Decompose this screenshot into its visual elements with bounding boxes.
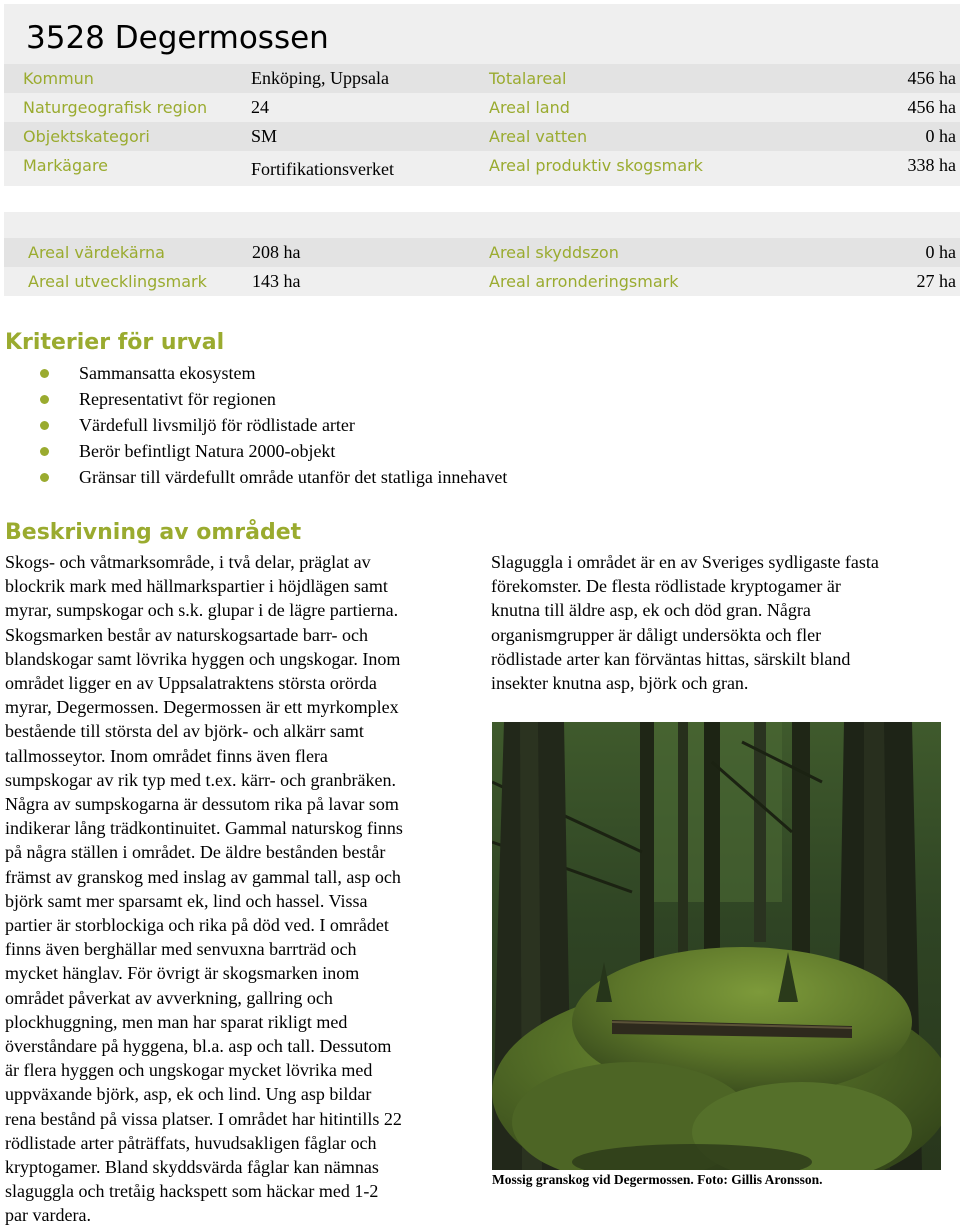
criteria-item <box>0 360 507 386</box>
criteria-text: Representativt för regionen <box>79 389 276 409</box>
summary-panel <box>4 4 960 186</box>
description-line: mycket hänglav. För övrigt är skogsmarken inom <box>5 963 360 984</box>
description-line: rena bestånd på vissa platser. I området har hitintills 22 <box>5 1108 402 1129</box>
bullet-icon <box>40 369 49 378</box>
description-line: uppväxande björk, asp, ek och lind. Ung asp bildar <box>5 1084 372 1105</box>
field-value: 24 <box>251 97 269 117</box>
description-line: Slaguggla i området är en av Sveriges sydligaste fasta <box>491 552 879 572</box>
field-value: 208 ha <box>252 242 301 262</box>
criteria-text: Sammansatta ekosystem <box>79 363 256 383</box>
description-line: området ligger en av Uppsalatraktens största orörda <box>5 673 377 694</box>
description-line: plockhuggning, men man har sparat rikligt med <box>5 1011 348 1032</box>
field-value: 143 ha <box>252 271 301 291</box>
field-value: 456 ha <box>907 97 956 117</box>
field-label: Areal arronderingsmark <box>489 272 679 291</box>
criteria-item <box>0 412 507 438</box>
field-value: 27 ha <box>916 271 956 291</box>
field-value: Enköping, Uppsala <box>251 68 389 88</box>
description-right-column <box>491 550 951 695</box>
description-line: området påverkat av avverkning, gallring och <box>5 987 333 1008</box>
field-label: Kommun <box>23 69 94 88</box>
description-heading: Beskrivning av området <box>5 520 302 545</box>
criteria-heading: Kriterier för urval <box>5 330 225 355</box>
field-label: Areal värdekärna <box>28 243 165 262</box>
bullet-icon <box>40 473 49 482</box>
description-line: sumpskogar av rik typ med t.ex. kärr- och granbräken. <box>5 769 397 790</box>
description-line: överståndare på hyggena, bl.a. asp och tall. Dessutom <box>5 1036 392 1057</box>
description-line: är flera hyggen och ungskogar mycket lövrika med <box>5 1060 373 1081</box>
field-label: Markägare <box>23 156 109 175</box>
photo-caption: Mossig granskog vid Degermossen. Foto: Gillis Aronsson. <box>492 1172 823 1187</box>
area-panel <box>4 212 960 296</box>
description-line: finns även berghällar med senvuxna barrträd och <box>5 939 357 960</box>
description-line: organismgrupper är dåligt undersökta och fler <box>491 624 822 645</box>
field-value: 338 ha <box>907 155 956 175</box>
field-label: Areal land <box>489 98 570 117</box>
area-row <box>4 267 960 296</box>
description-line: bestående till största del av björk- och alkärr samt <box>5 721 364 742</box>
forest-photo <box>492 722 941 1170</box>
description-line: tallmosseytor. Inom området finns även flera <box>5 745 328 766</box>
description-line: knutna till äldre asp, ek och död gran. Några <box>491 600 811 621</box>
description-line: rödlistade arter påträffats, huvudsakligen fåglar och <box>5 1132 377 1153</box>
field-label: Naturgeografisk region <box>23 98 208 117</box>
criteria-text: Gränsar till värdefullt område utanför det statliga innehavet <box>79 467 508 487</box>
description-line: partier är storblockiga och rika på död ved. I området <box>5 915 389 936</box>
description-line: Några av sumpskogarna är dessutom rika på lavar som <box>5 794 399 815</box>
criteria-list <box>0 360 507 490</box>
field-value: 0 ha <box>925 242 956 262</box>
description-line: myrar, sumpskogar och s.k. glupar i de lägre partierna. <box>5 600 399 621</box>
field-label: Areal utvecklingsmark <box>28 272 207 291</box>
description-line: främst av granskog med inslag av gammal tall, asp och <box>5 866 401 887</box>
criteria-item <box>0 386 507 412</box>
description-line: myrar, Degermossen. Degermossen är ett myrkomplex <box>5 697 399 718</box>
field-label: Areal vatten <box>489 127 588 146</box>
summary-row <box>4 93 960 122</box>
criteria-text: Värdefull livsmiljö för rödlistade arter <box>79 415 355 435</box>
description-line: förekomster. De flesta rödlistade kryptogamer är <box>491 576 841 597</box>
summary-row <box>4 64 960 93</box>
criteria-item <box>0 464 507 490</box>
criteria-text: Berör befintligt Natura 2000-objekt <box>79 441 336 461</box>
description-line: insekter knutna asp, björk och gran. <box>491 673 749 694</box>
field-label: Objektskategori <box>23 127 150 146</box>
description-line: indikerar lång trädkontinuitet. Gammal naturskog finns <box>5 818 403 839</box>
field-label: Areal skyddszon <box>489 243 619 262</box>
bullet-icon <box>40 395 49 404</box>
description-line: slaguggla och tretåig hackspett som häckar med 1-2 <box>5 1181 379 1202</box>
field-value: 456 ha <box>907 68 956 88</box>
description-left-column <box>5 550 475 1228</box>
description-line: på några ställen i området. De äldre bestånden består <box>5 842 386 863</box>
area-row <box>4 238 960 267</box>
field-label: Totalareal <box>489 69 567 88</box>
field-value: SM <box>251 126 278 146</box>
description-line: Skogs- och våtmarksområde, i två delar, präglat av <box>5 552 371 572</box>
field-value: 0 ha <box>925 126 956 146</box>
description-line: blandskogar samt lövrika hyggen och ungskogar. Inom <box>5 648 401 669</box>
bullet-icon <box>40 447 49 456</box>
criteria-item <box>0 438 507 464</box>
field-label: Areal produktiv skogsmark <box>489 156 703 175</box>
description-line: björk samt mer sparsamt ek, lind och hassel. Vissa <box>5 890 368 911</box>
description-line: rödlistade arter kan förväntas hittas, särskilt bland <box>491 648 851 669</box>
description-line: Skogsmarken består av naturskogsartade barr- och <box>5 624 369 645</box>
bullet-icon <box>40 421 49 430</box>
description-line: kryptogamer. Bland skyddsvärda fåglar kan nämnas <box>5 1157 379 1178</box>
field-value: Fortifikationsverket <box>251 159 394 179</box>
summary-row <box>4 151 960 180</box>
description-line: blockrik mark med hällmarkspartier i höjdlägen samt <box>5 576 388 597</box>
forest-photo-illustration <box>492 722 941 1170</box>
description-line: par vardera. <box>5 1205 91 1226</box>
summary-row <box>4 122 960 151</box>
page-title: 3528 Degermossen <box>26 20 329 56</box>
